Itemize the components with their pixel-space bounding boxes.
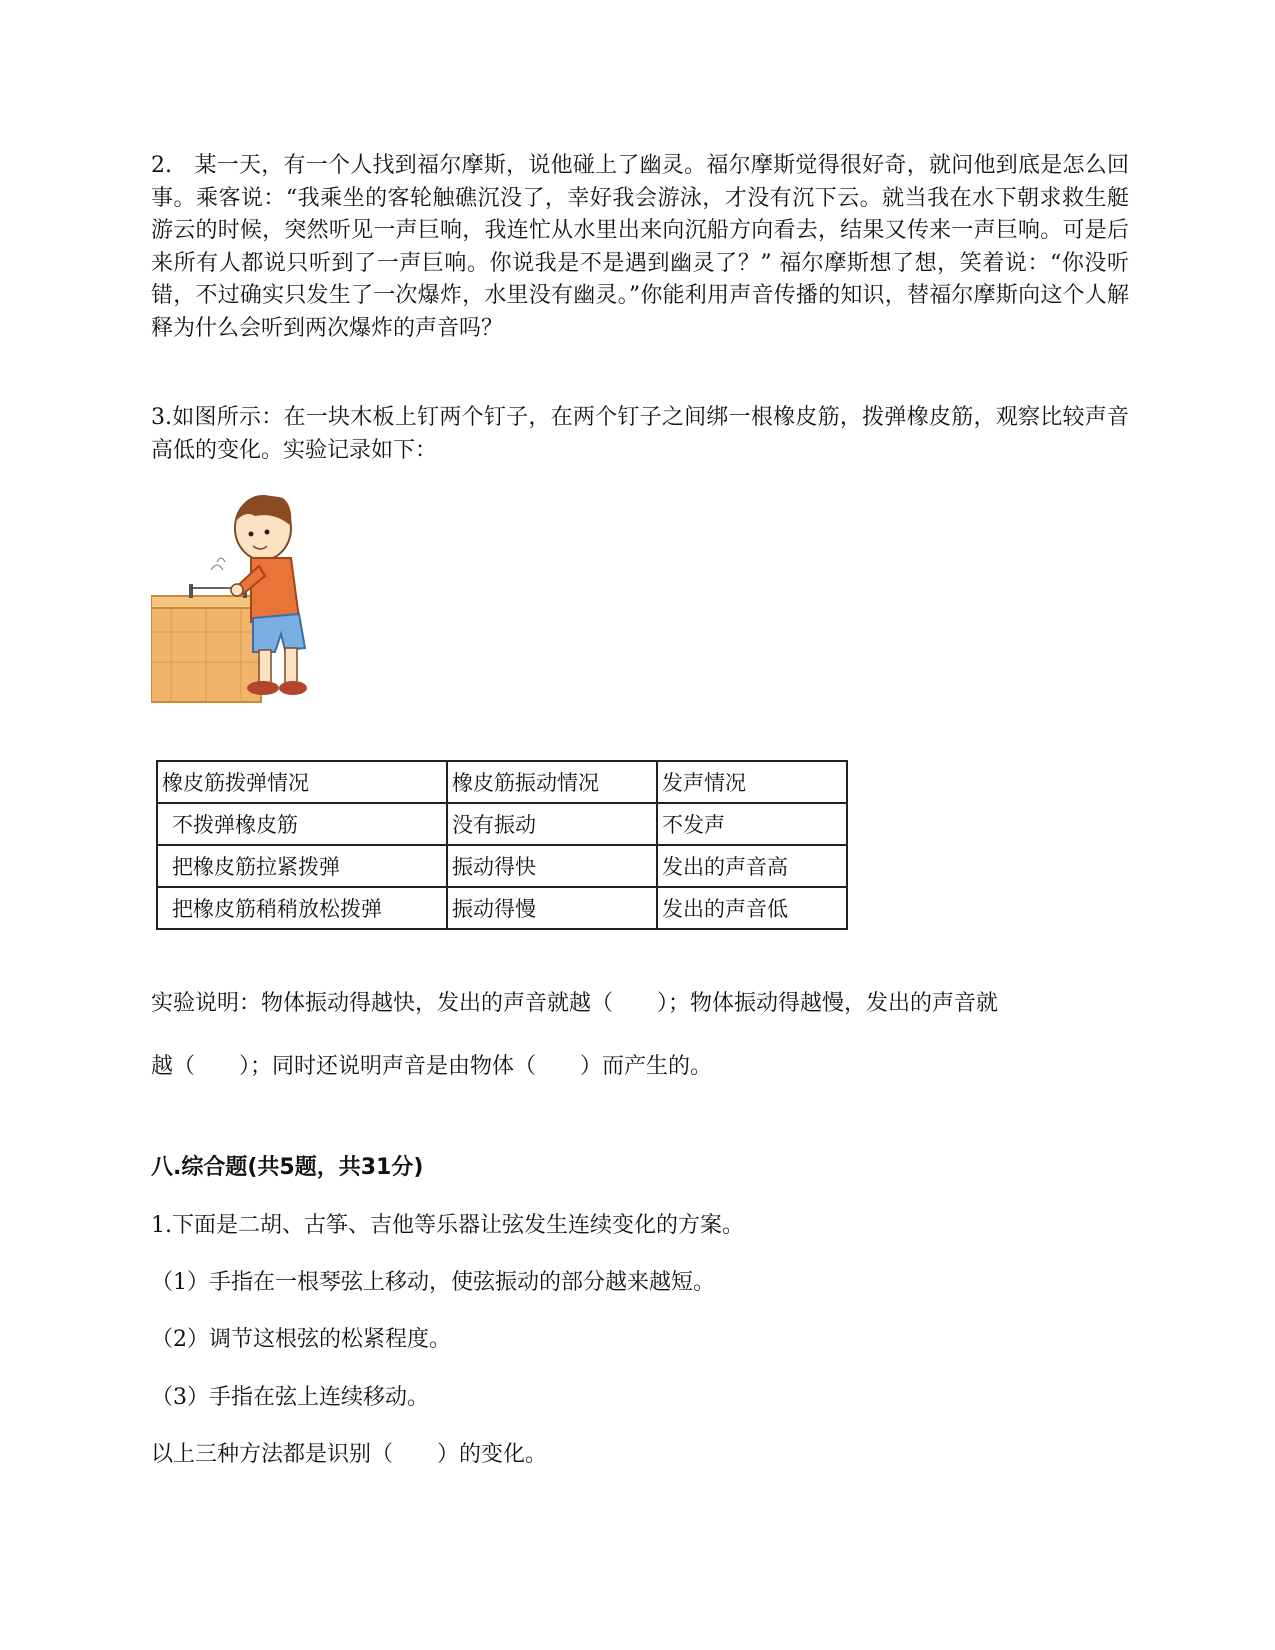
table-row bbox=[157, 887, 847, 929]
table-cell: 把橡皮筋拉紧拨弹 bbox=[157, 845, 447, 887]
table-header-row bbox=[157, 761, 847, 803]
option-item-2: （2）调节这根弦的松紧程度。 bbox=[151, 1327, 451, 1352]
table-cell: 发出的声音高 bbox=[657, 845, 847, 887]
question-2-text: 2. 某一天，有一个人找到福尔摩斯，说他碰上了幽灵。福尔摩斯觉得很好奇，就问他到底是怎么回事。乘客说：“我乘坐的客轮触礁沉没了，幸好我会游泳，才没有沉下云。就当我在水下朝求救生艇游云的时候，突然听见一声巨响，我连忙从水里出来向沉船方向看去，结果又传来一声巨响。可是后来所有人都说只听到了一声巨响。你说我是不是遇到幽灵了？” 福尔摩斯想了想，笑着说：“你没听错，不过确实只发生了一次爆炸，水里没有幽灵。”你能利用声音传播的知识，替福尔摩斯向这个人解释为什么会听到两次爆炸的声音吗？ bbox=[151, 153, 1129, 341]
table-cell: 没有振动 bbox=[447, 803, 657, 845]
section-8-heading: 八.综合题(共5题，共31分) bbox=[151, 1155, 424, 1180]
table-row bbox=[157, 803, 847, 845]
table-cell: 振动得快 bbox=[447, 845, 657, 887]
table-header-cell: 发声情况 bbox=[657, 761, 847, 803]
section-8-question-1-intro: 1.下面是二胡、古筝、吉他等乐器让弦发生连续变化的方案。 bbox=[151, 1213, 744, 1238]
experiment-record-table bbox=[156, 760, 848, 930]
option-item-1: （1）手指在一根琴弦上移动，使弦振动的部分越来越短。 bbox=[151, 1270, 715, 1295]
section-8-question-1-prompt: 以上三种方法都是识别（ ）的变化。 bbox=[151, 1442, 548, 1467]
experiment-explanation-line-1: 实验说明：物体振动得越快，发出的声音就越（ ）；物体振动得越慢，发出的声音就 bbox=[151, 991, 999, 1016]
table-header-cell: 橡皮筋振动情况 bbox=[447, 761, 657, 803]
table-cell: 不拨弹橡皮筋 bbox=[157, 803, 447, 845]
table-cell: 振动得慢 bbox=[447, 887, 657, 929]
boy-plucking-rubber-band-illustration bbox=[151, 492, 315, 704]
table-cell: 不发声 bbox=[657, 803, 847, 845]
table-header-cell: 橡皮筋拨弹情况 bbox=[157, 761, 447, 803]
table-row bbox=[157, 845, 847, 887]
table-cell: 把橡皮筋稍稍放松拨弹 bbox=[157, 887, 447, 929]
table-cell: 发出的声音低 bbox=[657, 887, 847, 929]
question-3-text: 3.如图所示：在一块木板上钉两个钉子，在两个钉子之间绑一根橡皮筋，拨弹橡皮筋，观察比较声音高低的变化。实验记录如下： bbox=[151, 405, 1129, 463]
experiment-explanation-line-2: 越（ ）；同时还说明声音是由物体（ ）而产生的。 bbox=[151, 1054, 713, 1079]
option-item-3: （3）手指在弦上连续移动。 bbox=[151, 1385, 429, 1410]
